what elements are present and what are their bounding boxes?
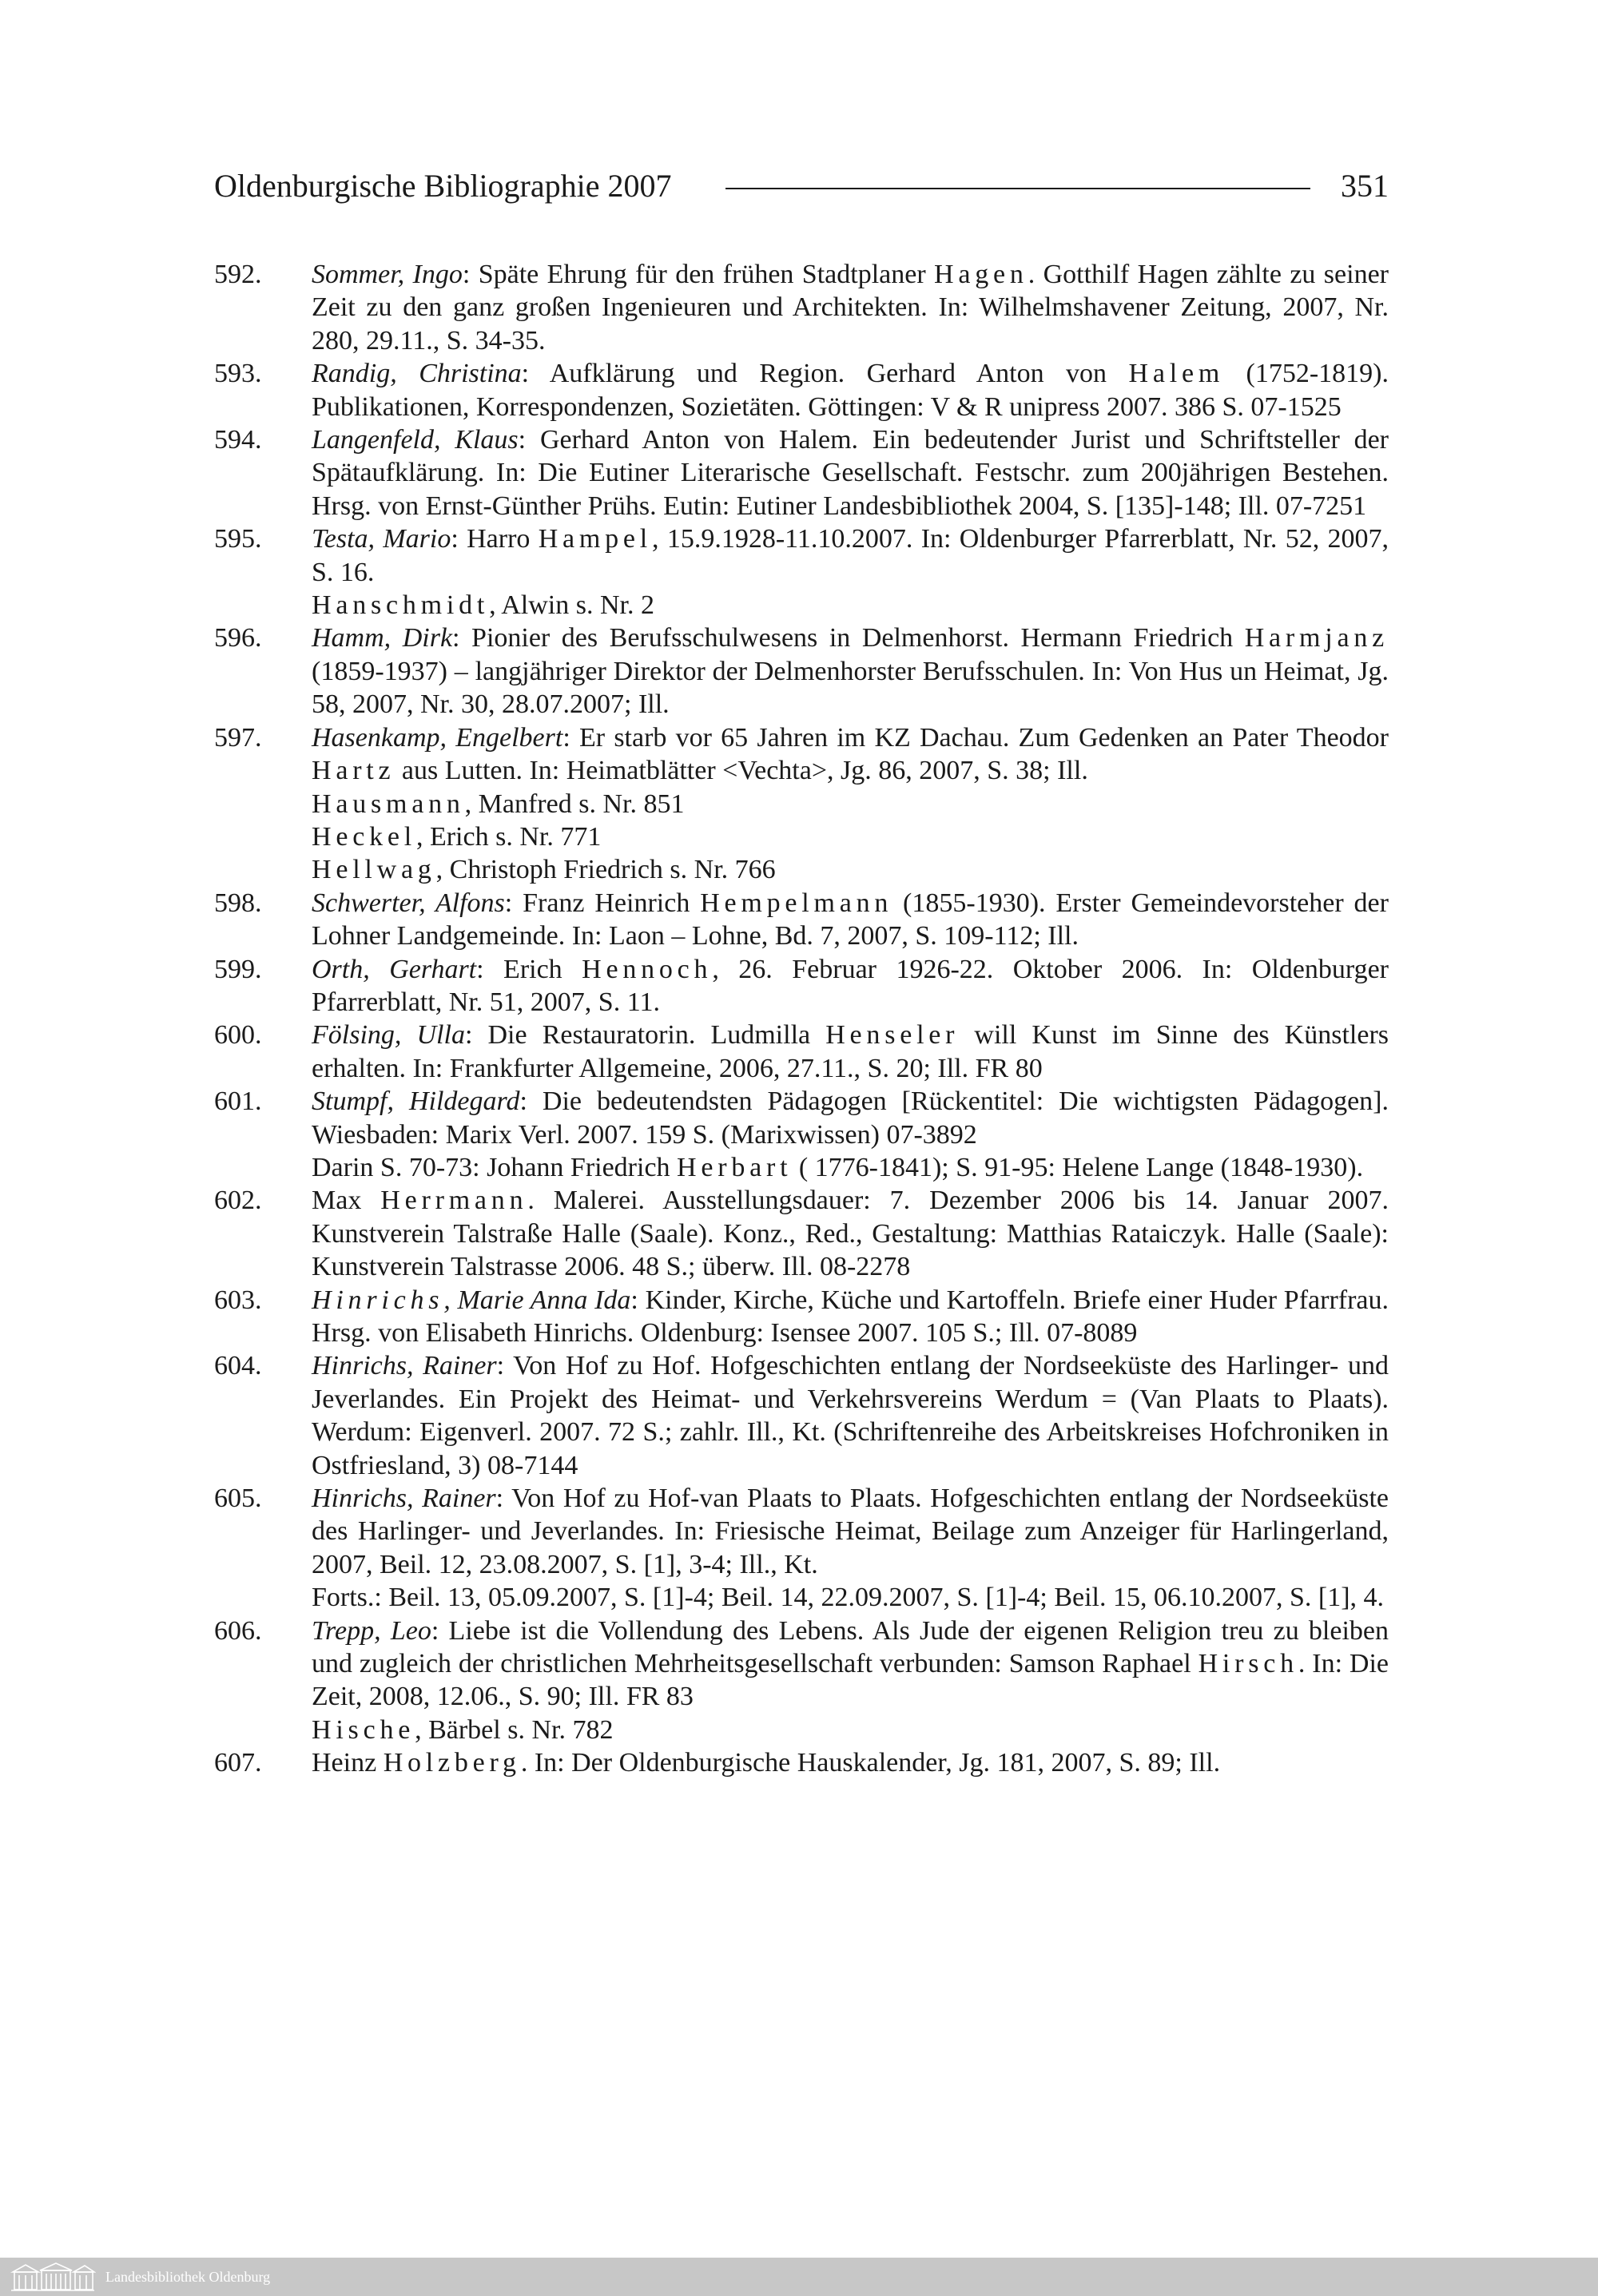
entry-text: Liebe ist die Vollendung des Lebens. Als Jude der eigenen Religion treu zu bleiben und zugleich der christlichen Mehrheitsgesellschaft verbunden: Samson Raphael <box>312 1615 1389 1679</box>
entry-text: aus Lutten. In: Heimatblätter <Vechta>, Jg. 86, 2007, S. 38; Ill. <box>395 756 1088 786</box>
entry-number: 592. <box>214 260 262 289</box>
entry-author: Testa, Mario <box>312 524 451 554</box>
entry-number: 607. <box>214 1748 262 1778</box>
entry-author: Hasenkamp, Engelbert <box>312 722 563 753</box>
entry-text: . In: Der Oldenburgische Hauskalender, Jg. 181, 2007, S. 89; Ill. <box>520 1748 1221 1778</box>
cross-reference <box>214 788 1389 820</box>
entry-598: 598. Schwerter, Alfons: Franz Heinrich Hempelmann (1855-1930). Erster Gemeindevorsteher der Lohner Landgemeinde. In: Laon – Lohne, Bd. 7, 2007, S. 109-112; Ill. <box>214 888 1389 951</box>
entry-text: Franz Heinrich <box>512 888 701 918</box>
entry-594: 594. Langenfeld, Klaus: Gerhard Anton von Halem. Ein bedeutender Jurist und Schriftsteller der Spätaufklärung. In: Die Eutiner Literarische Gesellschaft. Festschr. zum 200jährigen Bestehen. Hrsg. von Ernst-Günther Prühs. Eutin: Eutiner Landesbibliothek 2004, S. [135]-148; Ill. 07-7251 <box>214 425 1389 521</box>
entry-text: Pionier des Berufsschulwesens in Delmenhorst. Hermann Friedrich <box>459 623 1245 653</box>
header-rule <box>725 188 1310 189</box>
entry-author: Hinrichs, Rainer <box>312 1351 497 1381</box>
running-head <box>214 164 1389 209</box>
entry-text: Von Hof zu Hof-van Plaats to Plaats. Hofgeschichten entlang der Nordseeküste des Harlinger- und Jeverlandes. In: Friesische Heimat, Beilage zum Anzeiger für Harlingerland, 2007, Beil. 12, 23.08.2007, S. [1], 3-4; Ill., Kt. <box>312 1484 1389 1579</box>
reference-text: , Bärbel s. Nr. 782 <box>415 1714 614 1745</box>
entry-continuation: Darin S. 70-73: Johann Friedrich Herbart ( 1776-1841); S. 91-95: Helene Lange (1848-1930). <box>312 1152 1364 1182</box>
entry-605: 605. Hinrichs, Rainer: Von Hof zu Hof-van Plaats to Plaats. Hofgeschichten entlang der Nordseeküste des Harlinger- und Jeverlandes. In: Friesische Heimat, Beilage zum Anzeiger für Harlingerland, 2007, Beil. 12, 23.08.2007, S. [1], 3-4; Ill., Kt. Forts.: Beil. 13, 05.09.2007, S. [1]-4; Beil. 14, 22.09.2007, S. [1]-4; Beil. 15, 06.10.2007, S. [1], 4. <box>214 1482 1389 1615</box>
entry-author: , Marie Anna Ida <box>443 1285 631 1315</box>
bibliography-entries <box>214 258 1389 1780</box>
library-name: Landesbibliothek Oldenburg <box>105 2269 271 2285</box>
cross-reference <box>214 1714 1389 1746</box>
entry-number: 598. <box>214 888 262 918</box>
entry-author: Sommer, Ingo <box>312 260 463 289</box>
entry-number: 599. <box>214 954 262 984</box>
entry-subject-name: Hennoch <box>582 954 713 984</box>
entry-text: Kinder, Kirche, Küche und Kartoffeln. Briefe einer Huder Pfarrfrau. Hrsg. von Elisabeth Hinrichs. Oldenburg: Isensee 2007. 105 S.; Ill. 07-8089 <box>312 1285 1389 1348</box>
entry-subject-name: Herbart <box>677 1152 793 1182</box>
entry-text: Gerhard Anton von Halem. Ein bedeutender Jurist und Schriftsteller der Spätaufklärung. In: Die Eutiner Literarische Gesellschaft. Festschr. zum 200jährigen Bestehen. Hrsg. von Ernst-Günther Prühs. Eutin: Eutiner Landesbibliothek 2004, S. [135]-148; Ill. 07-7251 <box>312 425 1389 521</box>
entry-text: Späte Ehrung für den frühen Stadtplaner <box>470 260 935 289</box>
reference-name: Hische <box>312 1714 415 1745</box>
entry-592: 592. Sommer, Ingo: Späte Ehrung für den frühen Stadtplaner Hagen. Gotthilf Hagen zählte zu seiner Zeit zu den ganz großen Ingenieuren und Architekten. In: Wilhelmshavener Zeitung, 2007, Nr. 280, 29.11., S. 34-35. <box>214 260 1389 356</box>
cross-reference <box>214 853 1389 886</box>
entry-603: 603. Hinrichs, Marie Anna Ida: Kinder, Kirche, Küche und Kartoffeln. Briefe einer Huder Pfarrfrau. Hrsg. von Elisabeth Hinrichs. Oldenburg: Isensee 2007. 105 S.; Ill. 07-8089 <box>214 1285 1389 1348</box>
entry-600: 600. Fölsing, Ulla: Die Restauratorin. Ludmilla Henseler will Kunst im Sinne des Künstlers erhalten. In: Frankfurter Allgemeine, 2006, 27.11., S. 20; Ill. FR 80 <box>214 1020 1389 1083</box>
entry-number: 605. <box>214 1484 262 1514</box>
entry-author: Stumpf, Hildegard <box>312 1086 520 1117</box>
entry-number: 597. <box>214 722 262 753</box>
entry-author: Hinrichs, Rainer <box>312 1484 496 1514</box>
entry-text: Er starb vor 65 Jahren im KZ Dachau. Zum Gedenken an Pater Theodor <box>570 722 1389 753</box>
entry-number: 603. <box>214 1285 262 1315</box>
entry-continuation: Forts.: Beil. 13, 05.09.2007, S. [1]-4; Beil. 14, 22.09.2007, S. [1]-4; Beil. 15, 06.10.2007, S. [1], 4. <box>312 1583 1385 1613</box>
entry-606: 606. Trepp, Leo: Liebe ist die Vollendung des Lebens. Als Jude der eigenen Religion treu zu bleiben und zugleich der christlichen Mehrheitsgesellschaft verbunden: Samson Raphael Hirsch. In: Die Zeit, 2008, 12.06., S. 90; Ill. FR 83 <box>214 1615 1389 1712</box>
reference-text: , Alwin s. Nr. 2 <box>489 590 654 621</box>
entry-595: 595. Testa, Mario: Harro Hampel, 15.9.1928-11.10.2007. In: Oldenburger Pfarrerblatt, Nr. 52, 2007, S. 16. <box>214 524 1389 587</box>
entry-text: (1855-1930). Erster Gemeindevorsteher der Lohner Landgemeinde. In: Laon – Lohne, Bd. 7, 2007, S. 109-112; Ill. <box>312 888 1389 951</box>
entry-text: Erich <box>483 954 582 984</box>
entry-author: Orth, Gerhart <box>312 954 477 984</box>
entry-subject-name: Herrmann <box>380 1186 528 1216</box>
reference-text: , Christoph Friedrich s. Nr. 766 <box>435 855 776 885</box>
reference-name: Heckel <box>312 821 416 852</box>
entry-subject-name: Hinrichs <box>312 1285 444 1315</box>
running-title: Oldenburgische Bibliographie 2007 <box>214 168 672 204</box>
entry-604: 604. Hinrichs, Rainer: Von Hof zu Hof. Hofgeschichten entlang der Nordseeküste des Harlinger- und Jeverlandes. Ein Projekt des Heimat- und Verkehrsvereins Werdum = (Van Plaats to Plaats). Werdum: Eigenverl. 2007. 72 S.; zahlr. Ill., Kt. (Schriftenreihe des Arbeitskreises Hofchroniken in Ostfriesland, 3) 08-7144 <box>214 1351 1389 1480</box>
entry-subject-name: Hagen <box>934 260 1028 289</box>
entry-601: 601. Stumpf, Hildegard: Die bedeutendsten Pädagogen [Rückentitel: Die wichtigsten Pädagogen]. Wiesbaden: Marix Verl. 2007. 159 S. (Marixwissen) 07-3892 Darin S. 70-73: Johann Friedrich Herbart ( 1776-1841); S. 91-95: Helene Lange (1848-1930). <box>214 1085 1389 1184</box>
reference-name: Hausmann <box>312 789 465 819</box>
entry-599: 599. Orth, Gerhart: Erich Hennoch, 26. Februar 1926-22. Oktober 2006. In: Oldenburger Pfarrerblatt, Nr. 51, 2007, S. 11. <box>214 954 1389 1017</box>
cross-reference <box>214 589 1389 622</box>
entry-subject-name: Hirsch <box>1198 1649 1298 1679</box>
entry-number: 593. <box>214 359 262 389</box>
page-number: 351 <box>1341 168 1389 204</box>
entry-text: Harro <box>458 524 539 554</box>
entry-593: 593. Randig, Christina: Aufklärung und Region. Gerhard Anton von Halem (1752-1819). Publikationen, Korrespondenzen, Sozietäten. Göttingen: V & R unipress 2007. 386 S. 07-1525 <box>214 359 1389 422</box>
entry-number: 604. <box>214 1351 262 1381</box>
entry-author: Trepp, Leo <box>312 1615 431 1646</box>
reference-text: , Manfred s. Nr. 851 <box>464 789 685 819</box>
entry-subject-name: Harmjanz <box>1244 623 1389 653</box>
entry-text: Aufklärung und Region. Gerhard Anton von <box>529 359 1129 389</box>
entry-text: Die Restauratorin. Ludmilla <box>472 1020 826 1051</box>
entry-subject-name: Hartz <box>312 756 396 786</box>
entry-subject-name: Holzberg <box>383 1748 521 1778</box>
reference-text: , Erich s. Nr. 771 <box>415 821 602 852</box>
cross-reference <box>214 820 1389 853</box>
entry-596: 596. Hamm, Dirk: Pionier des Berufsschulwesens in Delmenhorst. Hermann Friedrich Harmjanz (1859-1937) – langjähriger Direktor der Delmenhorster Berufsschulen. In: Von Hus un Heimat, Jg. 58, 2007, Nr. 30, 28.07.2007; Ill. <box>214 623 1389 720</box>
entry-subject-name: Halem <box>1128 359 1225 389</box>
entry-602 <box>214 1184 1389 1283</box>
entry-text: Heinz <box>312 1748 384 1778</box>
entry-text: Von Hof zu Hof. Hofgeschichten entlang der Nordseeküste des Harlinger- und Jeverlandes. Ein Projekt des Heimat- und Verkehrsvereins Werdum = (Van Plaats to Plaats). Werdum: Eigenverl. 2007. 72 S.; zahlr. Ill., Kt. (Schriftenreihe des Arbeitskreises Hofchroniken in Ostfriesland, 3) 08-7144 <box>312 1351 1389 1480</box>
entry-number: 595. <box>214 524 262 554</box>
entry-number: 596. <box>214 623 262 653</box>
entry-author: Randig, Christina <box>312 359 522 389</box>
entry-number: 601. <box>214 1086 262 1117</box>
library-footer-bar <box>0 2258 1598 2296</box>
entry-607 <box>214 1746 1389 1779</box>
entry-subject-name: Hempelmann <box>700 888 893 918</box>
entry-text: , 15.9.1928-11.10.2007. In: Oldenburger Pfarrerblatt, Nr. 52, 2007, S. 16. <box>312 524 1389 587</box>
entry-text: will Kunst im Sinne des Künstlers erhalten. In: Frankfurter Allgemeine, 2006, 27.11., S. 20; Ill. FR 80 <box>312 1020 1389 1083</box>
entry-author: Hamm, Dirk <box>312 623 453 653</box>
entry-text: , 26. Februar 1926-22. Oktober 2006. In: Oldenburger Pfarrerblatt, Nr. 51, 2007, S. 11. <box>312 954 1389 1017</box>
entry-text: . Gotthilf Hagen zählte zu seiner Zeit zu den ganz großen Ingenieuren und Architekten. In: Wilhelmshavener Zeitung, 2007, Nr. 280, 29.11., S. 34-35. <box>312 260 1389 356</box>
entry-text: . Malerei. Ausstellungsdauer: 7. Dezember 2006 bis 14. Januar 2007. Kunstverein Talstraße Halle (Saale). Konz., Red., Gestaltung: Matthias Rataiczyk. Halle (Saale): Kunstverein Talstrasse 2006. 48 S.; überw. Ill. 08-2278 <box>312 1186 1389 1282</box>
entry-number: 600. <box>214 1020 262 1051</box>
entry-author: Fölsing, Ulla <box>312 1020 465 1051</box>
entry-597: 597. Hasenkamp, Engelbert: Er starb vor 65 Jahren im KZ Dachau. Zum Gedenken an Pater Theodor Hartz aus Lutten. In: Heimatblätter <Vechta>, Jg. 86, 2007, S. 38; Ill. <box>214 722 1389 786</box>
entry-subject-name: Hampel <box>538 524 653 554</box>
entry-author: Langenfeld, Klaus <box>312 425 519 455</box>
entry-number: 602. <box>214 1186 262 1216</box>
entry-number: 606. <box>214 1615 262 1646</box>
entry-text: Max <box>312 1186 381 1216</box>
reference-name: Hanschmidt <box>312 590 490 621</box>
entry-number: 594. <box>214 425 262 455</box>
library-building-icon <box>10 2261 96 2293</box>
entry-author: Schwerter, Alfons <box>312 888 505 918</box>
entry-text: (1752-1819). Publikationen, Korrespondenzen, Sozietäten. Göttingen: V & R unipress 2007. 386 S. 07-1525 <box>312 359 1389 422</box>
entry-text: . In: Die Zeit, 2008, 12.06., S. 90; Ill. FR 83 <box>312 1649 1389 1712</box>
reference-name: Hellwag <box>312 855 436 885</box>
entry-subject-name: Henseler <box>825 1020 960 1051</box>
entry-text: (1859-1937) – langjähriger Direktor der Delmenhorster Berufsschulen. In: Von Hus un Heimat, Jg. 58, 2007, Nr. 30, 28.07.2007; Ill. <box>312 656 1389 720</box>
entry-text: Die bedeutendsten Pädagogen [Rückentitel: Die wichtigsten Pädagogen]. Wiesbaden: Marix Verl. 2007. 159 S. (Marixwissen) 07-3892 <box>312 1086 1389 1150</box>
